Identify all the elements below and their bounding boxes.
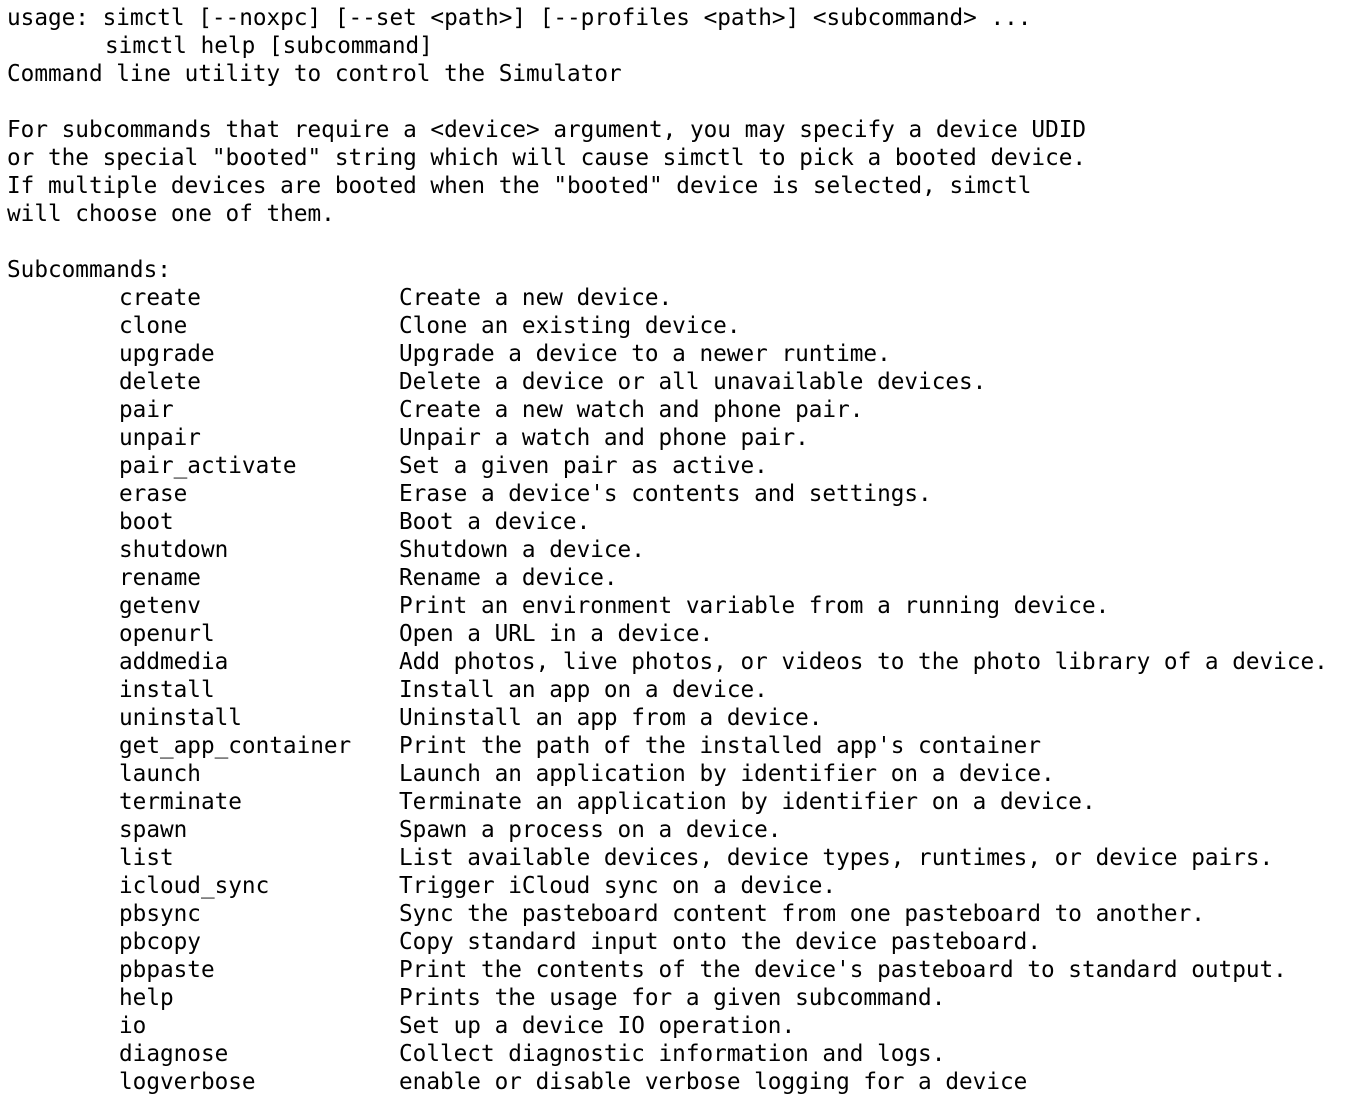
subcommand-row [7,676,1355,704]
subcommand-name: help [119,985,174,1011]
subcommand-description: enable or disable verbose logging for a device [399,1069,1028,1095]
subcommand-name: uninstall [119,705,242,731]
subcommand-description: Uninstall an app from a device. [399,705,823,731]
subcommand-name: io [119,1013,147,1039]
subcommand-name: diagnose [119,1041,229,1067]
subcommand-row [7,340,1355,368]
subcommand-description: Delete a device or all unavailable devices. [399,369,987,395]
subcommand-row [7,564,1355,592]
subcommand-name: install [119,677,215,703]
subcommand-name: get_app_container [119,733,352,759]
subcommand-row [7,984,1355,1012]
subcommand-name: pair [119,397,174,423]
subcommand-name: terminate [119,789,242,815]
device-note-line: or the special "booted" string which will cause simctl to pick a booted device. [7,145,1087,171]
subcommand-name: openurl [119,621,215,647]
device-note-line: If multiple devices are booted when the "booted" device is selected, simctl [7,173,1032,199]
subcommand-row [7,620,1355,648]
subcommand-row [7,312,1355,340]
subcommand-description: Spawn a process on a device. [399,817,782,843]
subcommand-row [7,1040,1355,1068]
subcommand-name: upgrade [119,341,215,367]
subcommand-row [7,592,1355,620]
subcommand-description: Add photos, live photos, or videos to the photo library of a device. [399,649,1328,675]
subcommand-description: Trigger iCloud sync on a device. [399,873,837,899]
terminal-output [7,4,1355,1096]
subcommand-name: pbpaste [119,957,215,983]
subcommand-description: Set a given pair as active. [399,453,768,479]
subcommand-description: Unpair a watch and phone pair. [399,425,809,451]
blank-line [7,88,1355,116]
subcommand-description: Collect diagnostic information and logs. [399,1041,946,1067]
subcommand-description: Prints the usage for a given subcommand. [399,985,946,1011]
subcommand-name: clone [119,313,188,339]
subcommand-description: Launch an application by identifier on a device. [399,761,1055,787]
description-line: Command line utility to control the Simulator [7,61,622,87]
subcommand-description: Terminate an application by identifier on a device. [399,789,1096,815]
subcommand-description: Boot a device. [399,509,591,535]
subcommand-row [7,536,1355,564]
subcommand-row [7,1012,1355,1040]
subcommand-row [7,284,1355,312]
subcommand-row [7,732,1355,760]
subcommand-row [7,704,1355,732]
subcommand-row [7,816,1355,844]
subcommand-row [7,648,1355,676]
subcommand-description: Create a new device. [399,285,673,311]
subcommand-row [7,844,1355,872]
subcommand-name: pbcopy [119,929,201,955]
subcommand-name: pbsync [119,901,201,927]
subcommand-list [7,284,1355,1096]
subcommand-row [7,928,1355,956]
usage-help-line: simctl help [subcommand] [105,33,433,59]
subcommand-name: unpair [119,425,201,451]
usage-line: usage: simctl [--noxpc] [--set <path>] [--profiles <path>] <subcommand> ... [7,5,1032,31]
subcommand-row [7,900,1355,928]
subcommand-description: Clone an existing device. [399,313,741,339]
subcommand-description: Print the contents of the device's pasteboard to standard output. [399,957,1287,983]
device-note-line: will choose one of them. [7,201,335,227]
subcommand-name: shutdown [119,537,229,563]
subcommand-name: addmedia [119,649,229,675]
subcommand-name: logverbose [119,1069,256,1095]
subcommand-description: Shutdown a device. [399,537,645,563]
subcommand-description: Print the path of the installed app's container [399,733,1041,759]
subcommand-description: Open a URL in a device. [399,621,714,647]
subcommand-description: Install an app on a device. [399,677,768,703]
subcommand-name: list [119,845,174,871]
subcommand-description: Create a new watch and phone pair. [399,397,864,423]
subcommand-row [7,396,1355,424]
subcommand-row [7,872,1355,900]
subcommand-description: Rename a device. [399,565,618,591]
subcommand-description: Copy standard input onto the device pasteboard. [399,929,1041,955]
subcommand-name: launch [119,761,201,787]
subcommand-row [7,956,1355,984]
device-note-line: For subcommands that require a <device> argument, you may specify a device UDID [7,117,1087,143]
subcommand-description: Upgrade a device to a newer runtime. [399,341,891,367]
subcommand-name: spawn [119,817,188,843]
subcommand-row [7,480,1355,508]
subcommands-heading: Subcommands: [7,257,171,283]
subcommand-name: create [119,285,201,311]
subcommand-description: List available devices, device types, runtimes, or device pairs. [399,845,1274,871]
subcommand-name: getenv [119,593,201,619]
subcommand-row [7,760,1355,788]
subcommand-name: icloud_sync [119,873,270,899]
subcommand-name: rename [119,565,201,591]
subcommand-row [7,424,1355,452]
subcommand-row [7,452,1355,480]
subcommand-name: delete [119,369,201,395]
subcommand-name: erase [119,481,188,507]
subcommand-description: Print an environment variable from a running device. [399,593,1110,619]
subcommand-row [7,508,1355,536]
subcommand-description: Sync the pasteboard content from one pasteboard to another. [399,901,1205,927]
subcommand-row [7,368,1355,396]
subcommand-name: pair_activate [119,453,297,479]
subcommand-description: Erase a device's contents and settings. [399,481,932,507]
blank-line [7,228,1355,256]
subcommand-description: Set up a device IO operation. [399,1013,796,1039]
subcommand-row [7,1068,1355,1096]
subcommand-row [7,788,1355,816]
subcommand-name: boot [119,509,174,535]
